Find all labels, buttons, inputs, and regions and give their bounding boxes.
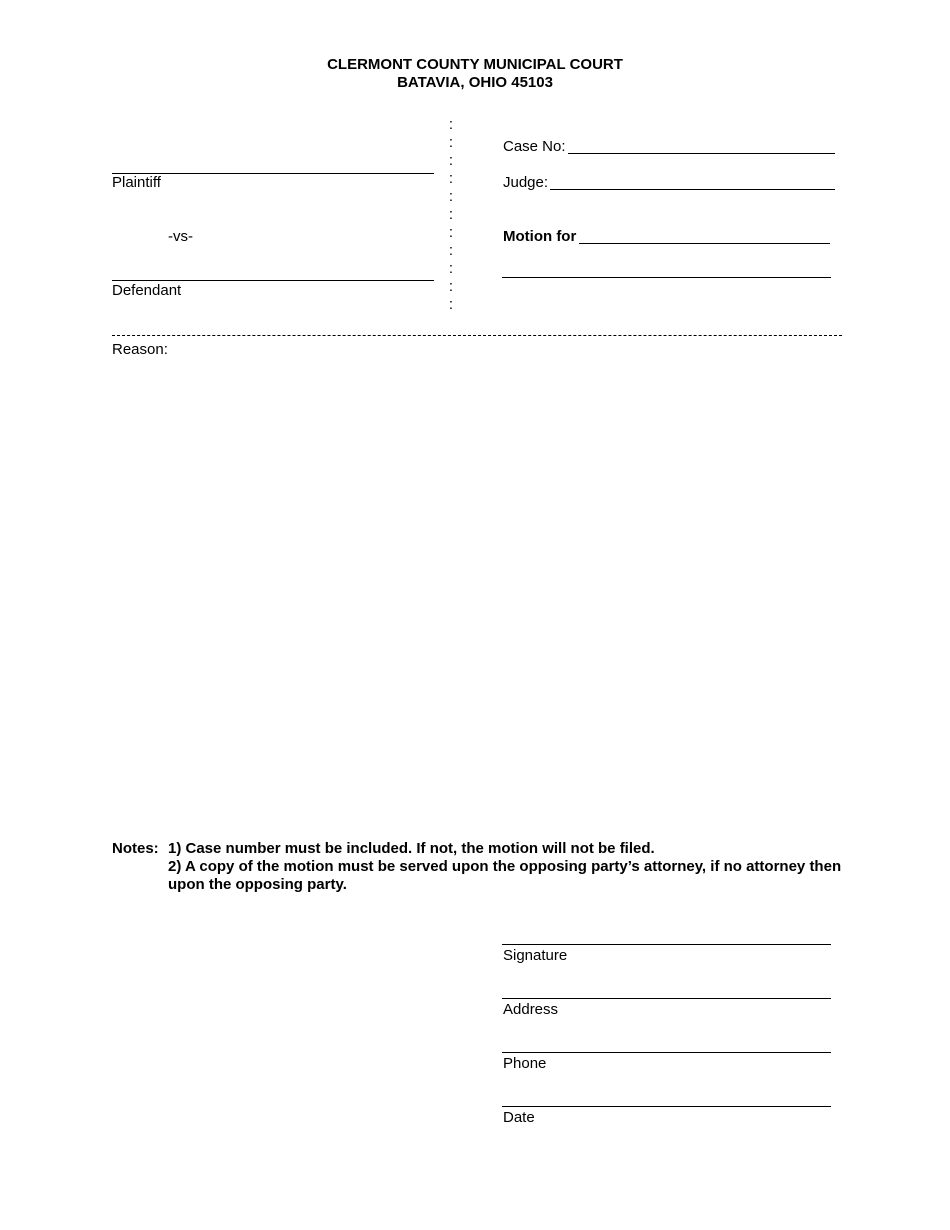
- judge-field[interactable]: [550, 189, 835, 190]
- court-name: CLERMONT COUNTY MUNICIPAL COURT: [327, 56, 623, 73]
- defendant-name-line[interactable]: [112, 280, 434, 281]
- motion-for-field-continued[interactable]: [502, 277, 831, 278]
- reason-text-area[interactable]: [112, 362, 842, 822]
- colon-separator: :: [448, 296, 454, 313]
- colon-separator: :: [448, 152, 454, 169]
- case-no-label: Case No:: [503, 138, 566, 155]
- phone-line[interactable]: [502, 1052, 831, 1053]
- colon-separator: :: [448, 206, 454, 223]
- judge-label: Judge:: [503, 174, 549, 191]
- colon-separator: :: [448, 116, 454, 133]
- colon-separator: :: [448, 134, 454, 151]
- address-label: Address: [503, 1001, 559, 1018]
- colon-separator: :: [448, 260, 454, 277]
- note-item: 2) A copy of the motion must be served upon the opposing party’s attorney, if no attorney then upon the opposing party.: [168, 858, 842, 893]
- reason-label: Reason:: [112, 341, 168, 358]
- date-label: Date: [503, 1109, 535, 1126]
- colon-separator: :: [448, 278, 454, 295]
- section-divider: [112, 335, 842, 336]
- case-no-field[interactable]: [568, 153, 835, 154]
- defendant-label: Defendant: [112, 282, 182, 299]
- caption-separator: [446, 116, 456, 314]
- note-item: 1) Case number must be included. If not, the motion will not be filed.: [168, 840, 655, 857]
- notes-label: Notes:: [112, 840, 159, 857]
- vs-label: -vs-: [168, 228, 193, 245]
- colon-separator: :: [448, 242, 454, 259]
- date-line[interactable]: [502, 1106, 831, 1107]
- plaintiff-label: Plaintiff: [112, 174, 161, 191]
- colon-separator: :: [448, 224, 454, 241]
- motion-for-label: Motion for: [503, 228, 577, 245]
- signature-label: Signature: [503, 947, 568, 964]
- notes-section: [112, 840, 852, 894]
- colon-separator: :: [448, 170, 454, 187]
- signature-line[interactable]: [502, 944, 831, 945]
- phone-label: Phone: [503, 1055, 547, 1072]
- motion-for-field[interactable]: [579, 243, 830, 244]
- colon-separator: :: [448, 188, 454, 205]
- court-location: BATAVIA, OHIO 45103: [397, 74, 553, 91]
- address-line[interactable]: [502, 998, 831, 999]
